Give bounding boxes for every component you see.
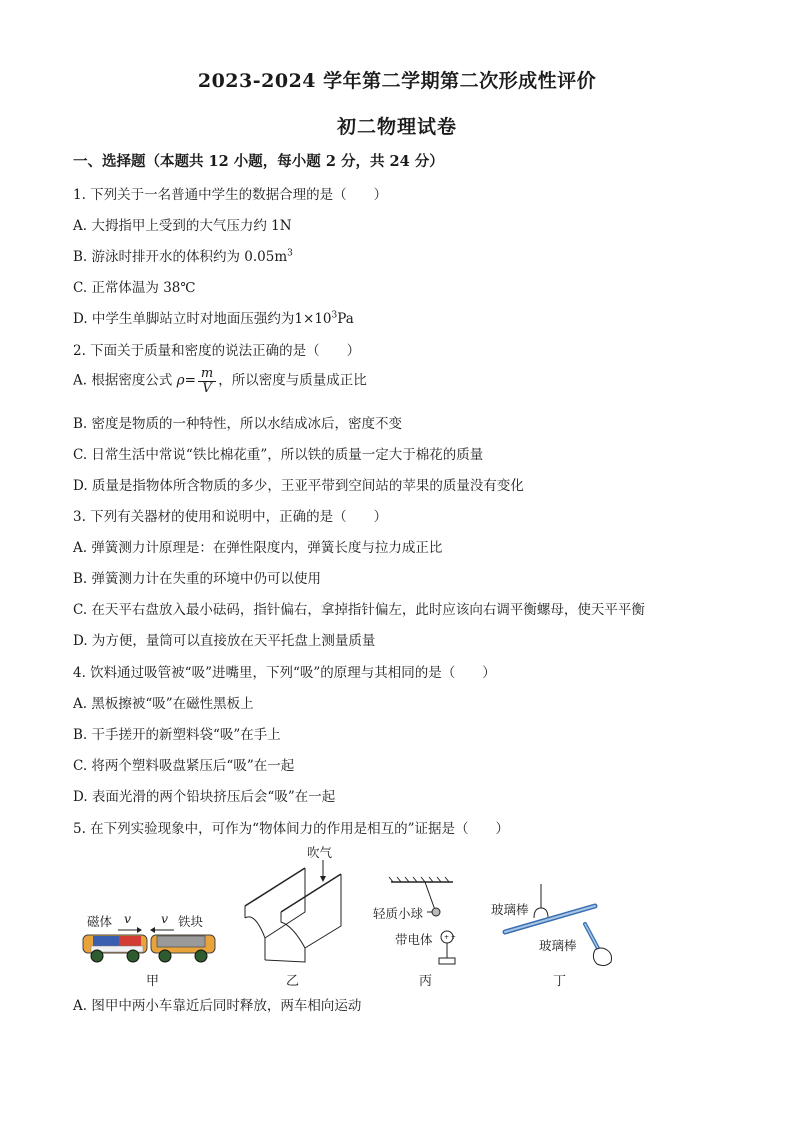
ball-illustration — [373, 838, 483, 968]
caption-yi: 乙 — [286, 974, 300, 989]
question-1-option-b — [73, 245, 293, 265]
question-4-option-c: C. 将两个塑料吸盘紧压后“吸”在一起 — [73, 758, 295, 774]
figure-ding — [491, 838, 631, 988]
question-5-option-a: A. 图甲中两小车靠近后同时释放，两车相向运动 — [73, 998, 362, 1014]
question-1-stem: 1. 下列关于一名普通中学生的数据合理的是（ ） — [73, 187, 388, 203]
question-2-option-c: C. 日常生活中常说“铁比棉花重”，所以铁的质量一定大于棉花的质量 — [73, 447, 484, 463]
question-2-option-a-text: A. 根据密度公式 — [73, 372, 173, 389]
question-2-option-a — [73, 367, 367, 395]
glass-rod-illustration — [491, 838, 631, 973]
superscript: 3 — [287, 248, 293, 259]
question-1-option-b-text: B. 游泳时排开水的体积约为 0.05m — [73, 249, 288, 265]
label-velocity-right: v — [161, 911, 169, 926]
label-ball: 轻质小球 — [373, 906, 424, 921]
question-4-option-d: D. 表面光滑的两个铅块挤压后会“吸”在一起 — [73, 789, 336, 805]
fraction — [198, 367, 216, 395]
fraction-denominator: V — [202, 380, 212, 396]
question-3-option-b: B. 弹簧测力计在失重的环境中仍可以使用 — [73, 571, 322, 587]
question-1-option-d-unit: Pa — [337, 311, 354, 327]
carts-illustration — [79, 838, 229, 968]
caption-jia: 甲 — [146, 974, 160, 989]
figure-yi — [241, 838, 361, 988]
question-1-option-a: A. 大拇指甲上受到的大气压力约 1N — [73, 218, 292, 234]
question-3-stem: 3. 下列有关器材的使用和说明中，正确的是（ ） — [73, 509, 388, 525]
question-3-option-a: A. 弹簧测力计原理是：在弹性限度内，弹簧长度与拉力成正比 — [73, 540, 443, 556]
figure-bing — [373, 838, 483, 988]
label-glass-rod-1: 玻璃棒 — [491, 902, 529, 917]
label-velocity-left: v — [124, 911, 132, 926]
question-4-option-a: A. 黑板擦被“吸”在磁性黑板上 — [73, 696, 254, 712]
paper-sheets-illustration — [241, 838, 361, 968]
fraction-numerator: m — [198, 367, 216, 382]
superscript: 3 — [331, 310, 338, 321]
exam-subtitle: 初二物理试卷 — [336, 116, 457, 138]
question-3-option-c: C. 在天平右盘放入最小砝码，指针偏右，拿掉指针偏左，此时应该向右调平衡螺母，使天平平衡 — [73, 602, 645, 618]
label-iron: 铁块 — [178, 914, 204, 929]
question-1-option-d-text: D. 中学生单脚站立时对地面压强约为1×10 — [73, 311, 332, 327]
exam-title: 2023-2024 学年第二学期第二次形成性评价 — [197, 70, 597, 92]
label-blow: 吹气 — [307, 845, 333, 860]
rho-formula: ρ= — [176, 372, 196, 389]
question-2-stem: 2. 下面关于质量和密度的说法正确的是（ ） — [73, 343, 361, 359]
caption-bing: 丙 — [419, 974, 433, 989]
label-magnet: 磁体 — [87, 914, 113, 929]
caption-ding: 丁 — [553, 974, 567, 989]
figure-jia — [79, 838, 229, 988]
question-5-stem: 5. 在下列实验现象中，可作为“物体间力的作用是相互的”证据是（ ） — [73, 821, 509, 837]
question-1-option-d — [73, 307, 354, 327]
label-charged-body: 带电体 — [395, 932, 433, 947]
question-3-option-d: D. 为方便，量筒可以直接放在天平托盘上测量质量 — [73, 633, 376, 649]
question-5-figures — [73, 838, 633, 990]
question-4-option-b: B. 干手搓开的新塑料袋“吸”在手上 — [73, 727, 281, 743]
question-2-option-a-tail: ，所以密度与质量成正比 — [218, 372, 367, 389]
question-4-stem: 4. 饮料通过吸管被“吸”进嘴里，下列“吸”的原理与其相同的是（ ） — [73, 665, 496, 681]
question-2-option-d: D. 质量是指物体所含物质的多少，王亚平带到空间站的苹果的质量没有变化 — [73, 478, 524, 494]
question-2-option-b: B. 密度是物质的一种特性，所以水结成冰后，密度不变 — [73, 416, 403, 432]
question-1-option-c: C. 正常体温为 38℃ — [73, 280, 196, 296]
section-heading: 一、选择题（本题共 12 小题，每小题 2 分，共 24 分） — [73, 153, 444, 170]
label-glass-rod-2: 玻璃棒 — [539, 938, 577, 953]
svg-text:+ +: + + — [444, 934, 456, 941]
